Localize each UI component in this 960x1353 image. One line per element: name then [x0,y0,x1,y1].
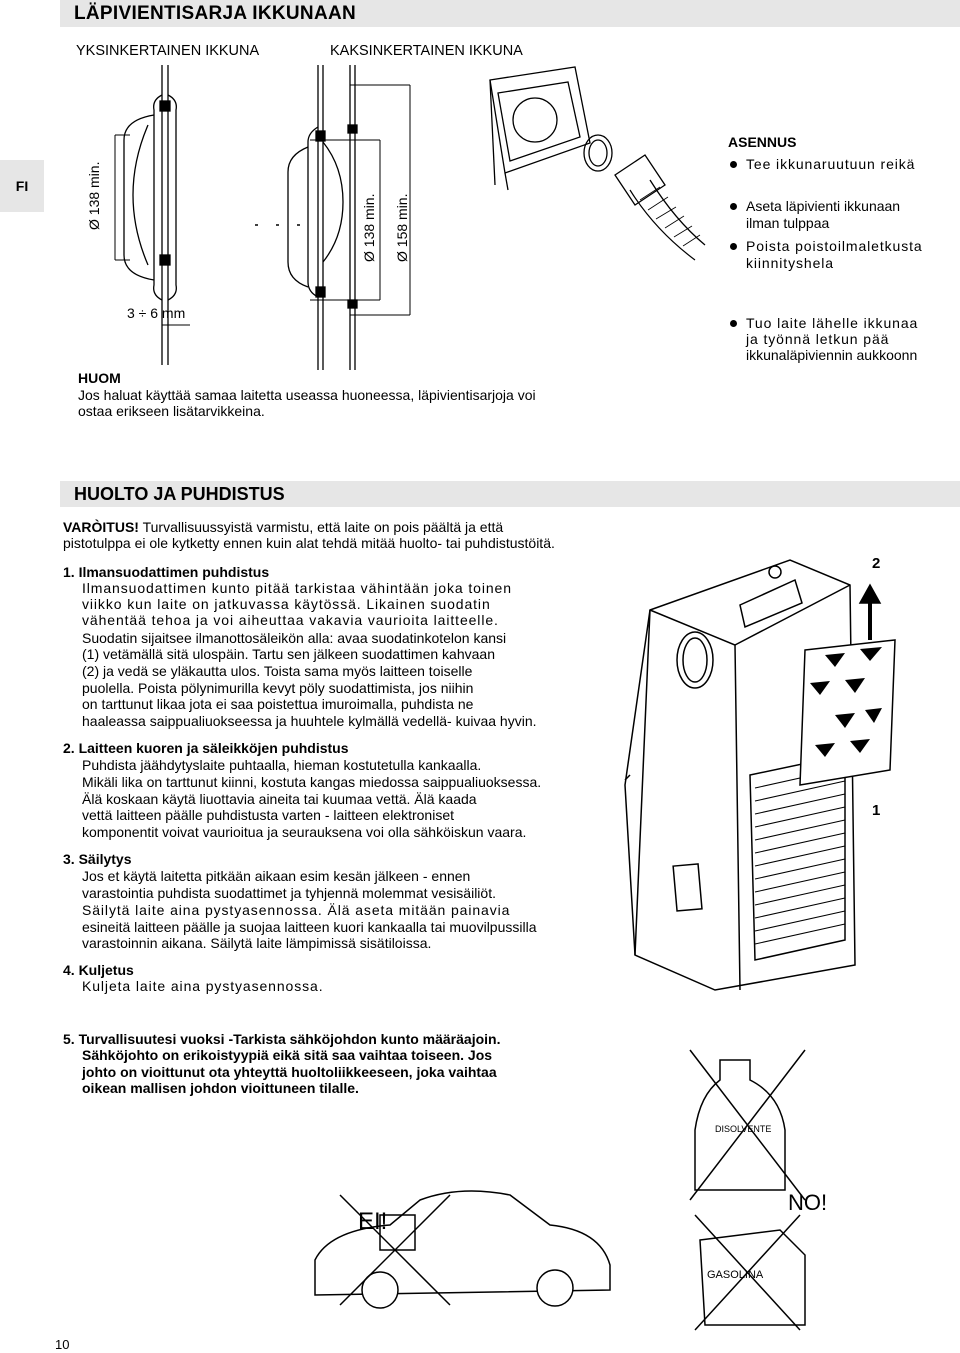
warning-label: VARÒITUS! [63,519,139,535]
item-4-title: 4. Kuljetus [63,962,134,978]
item-3-line: esineitä laitteen päälle ja suojaa laitteen kuori kankaalla tai muovilpussilla [82,919,537,935]
bullet-icon [730,243,737,250]
item-2-line: komponentit voivat vaurioitua ja seurauksena voi olla sähköiskun vaara. [82,824,527,840]
item-5-line: oikean mallisen johdon vioittuneen tilalle. [82,1080,359,1096]
install-step-4-line1: Tuo laite lähelle ikkunaa [746,315,919,331]
item-1-line: on tarttunut likaa jota ei saa poistettua imuroimalla, puhdista ne [82,696,474,712]
note-line-1: Jos haluat käyttää samaa laitetta useassa huoneessa, läpivientisarjoja voi [78,387,536,403]
item-3-line: Säilytä laite aina pystyasennossa. Älä aseta mitään painavia [82,902,511,918]
no-solvents-warning-illustration [680,1040,830,1330]
install-title: ASENNUS [728,134,797,150]
install-step-4-line2: ja työnnä letkun pää [746,331,890,347]
item-1-line: (2) ja vedä se yläkautta ulos. Toista sama myös laitteen toiselle [82,663,473,679]
window-plate-and-hose-illustration [480,65,730,270]
install-step-3-line1: Poista poistoilmaletkusta [746,238,923,254]
warning-text-no: NO! [788,1190,828,1215]
item-4-line: Kuljeta laite aina pystyasennossa. [82,978,324,994]
item-1-line: viikko kun laite on jatkuvassa käytössä. Likainen suodatin [82,596,491,612]
item-1-line: vähentää tehoa ja voi aiheuttaa vakavia vaurioita laitteelle. [82,612,499,628]
dim-label-double-158: Ø 158 min. [394,193,410,262]
note-title: HUOM [78,370,121,386]
figure-label-2: 2 [872,555,881,572]
install-step-4-line3: ikkunaläpiviennin aukkoonn [746,347,918,363]
language-tab: FI [0,160,44,212]
item-2-title: 2. Laitteen kuoren ja säleikköjen puhdistus [63,740,349,756]
install-step-3-line2: kiinnityshela [746,255,834,271]
item-1-line: puolella. Poista pölynimurilla kevyt pöly suodattimista, jos niihin [82,680,474,696]
dim-label-single: Ø 138 min. [86,161,102,230]
warning-line-1 [63,519,503,535]
item-2-line: Älä koskaan käytä liuottavia aineita tai kuumaa vettä. Älä kaada [82,791,477,807]
item-3-title: 3. Säilytys [63,851,132,867]
install-step-1: Tee ikkunaruutuun reikä [746,156,916,172]
dim-label-gap: 3 ÷ 6 mm [127,305,186,321]
item-3-line: varastoinnin aikana. Säilytä laite lämpimissä sisätiloissa. [82,935,432,951]
bullet-icon [730,203,737,210]
car-transport-warning-illustration [310,1180,620,1315]
warning-text-ei: EI! [358,1208,388,1235]
item-1-line: Suodatin sijaitsee ilmanottosäleikön alla: avaa suodatinkotelon kansi [82,630,507,646]
can-label-gasolina: GASOLINA [707,1269,764,1281]
bullet-icon [730,161,737,168]
label-single-window: YKSINKERTAINEN IKKUNA [76,43,260,59]
dim-label-double-138: Ø 138 min. [361,193,377,262]
label-double-window: KAKSINKERTAINEN IKKUNA [330,43,523,59]
item-2-line: Mikäli lika on tarttunut kiinni, kostuta kangas miedossa saippualiuoksessa. [82,774,542,790]
note-line-2: ostaa erikseen lisätarvikkeina. [78,403,265,419]
item-1-line: haaleassa saippualiuokseessa ja huuhtele kylmällä vedellä- kuivaa hyvin. [82,713,537,729]
item-3-line: Jos et käytä laitetta pitkään aikaan esim kesän jälkeen - ennen [82,868,471,884]
header-bar [60,0,960,27]
page-number: 10 [55,1337,70,1352]
install-step-2-line1: Aseta läpivienti ikkunaan [746,198,901,214]
maintenance-section-bar [60,481,960,507]
can-label-disolvente: DISOLVENTE [715,1124,772,1134]
warning-line-2: pistotulppa ei ole kytketty ennen kuin alat tehdä mitää huolto- tai puhdistustöitä. [63,535,555,551]
item-1-line: (1) vetämällä sitä ulospäin. Tartu sen jälkeen suodattimen kahvaan [82,646,495,662]
bullet-icon [730,320,737,327]
figure-label-1: 1 [872,802,881,819]
item-2-line: vettä laitteen päälle puhdistusta varten - laitteen elektroniset [82,807,455,823]
item-5-line: 5. Turvallisuutesi vuoksi -Tarkista sähköjohdon kunto määräajoin. [63,1031,501,1047]
air-conditioner-filter-illustration [620,545,910,995]
item-5-line: johto on vioittunut ota yhteyttä huoltoliikkeeseen, joka vaihtaa [82,1064,497,1080]
install-step-2-line2: ilman tulppaa [746,215,830,231]
warning-text: Turvallisuussyistä varmistu, että laite on pois päältä ja että [138,519,504,535]
item-3-line: varastointia puhdista suodattimet ja tyhjennä molemmat vesisäiliöt. [82,885,496,901]
item-2-line: Puhdista jäähdytyslaite puhtaalla, hieman kostutetulla kankaalla. [82,757,482,773]
item-1-line: Ilmansuodattimen kunto pitää tarkistaa vähintään joka toinen [82,580,512,596]
maintenance-title: HUOLTO JA PUHDISTUS [74,484,285,504]
item-1-title: 1. Ilmansuodattimen puhdistus [63,564,270,580]
item-5-line: Sähköjohto on erikoistyypiä eikä sitä saa vaihtaa toiseen. Jos [82,1047,493,1063]
page-title: LÄPIVIENTISARJA IKKUNAAN [74,3,357,24]
